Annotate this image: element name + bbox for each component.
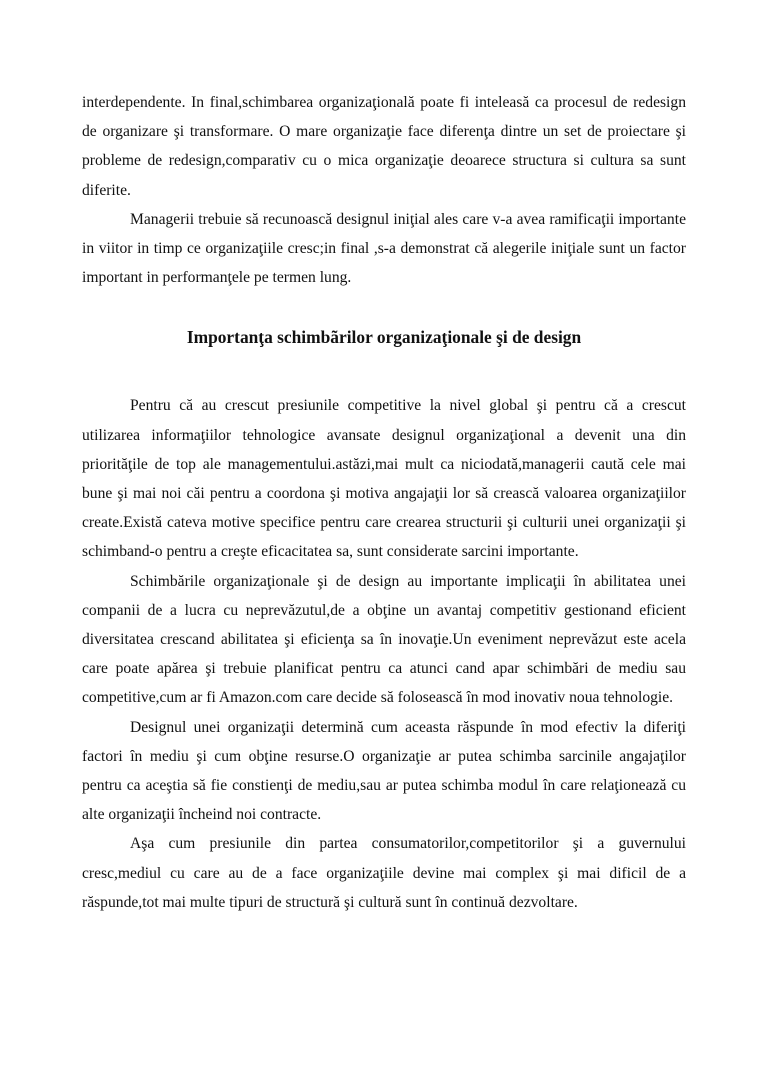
heading-spacer xyxy=(82,352,686,391)
paragraph-managerii: Managerii trebuie să recunoască designul iniţial ales care v-a avea ramificaţii importante in viitor in timp ce organizaţiile cresc;in final ,s-a demonstrat că alegerile iniţiale sunt un factor important in performanţele pe termen lung. xyxy=(82,210,686,287)
paragraph-designul-organizatiei: Designul unei organizaţii determină cum aceasta răspunde în mod efectiv la diferiţi factori în mediu şi cum obţine resurse.O organizaţie ar putea schimba sarcinile angajaţilor pentru ca aceştia să fie constienţi de mediu,sau ar putea schimba modul în care relaţionează cu alte organizaţii încheind noi contracte. xyxy=(82,718,686,824)
document-page xyxy=(82,88,686,917)
paragraph-schimbarile-organizationale: Schimbările organizaţionale şi de design au importante implicaţii în abilitatea unei companii de a lucra cu neprevăzutul,de a obţine un avantaj competitiv gestionand eficient diversitatea crescand abilitatea şi eficienţa sa în inovaţie.Un eveniment neprevăzut este acela care poate apărea şi trebuie planificat pentru ca atunci cand apar schimbări de mediu sau competitive,cum ar fi Amazon.com care decide să folosească în mod inovativ noua tehnologie. xyxy=(82,572,686,707)
paragraph-presiunile-consumatori: Aşa cum presiunile din partea consumatorilor,competitorilor şi a guvernului cresc,mediul cu care au de a face organizaţiile devine mai complex şi mai dificil de a răspunde,tot mai multe tipuri de structură şi cultură sunt în continuă dezvoltare. xyxy=(82,835,686,911)
paragraph-presiuni-competitive: Pentru că au crescut presiunile competitive la nivel global şi pentru că a crescut utilizarea informaţiilor tehnologice avansate designul organizaţional a devenit una din priorităţile de top ale managementului.astăzi,mai mult ca niciodată,managerii caută cele mai bune şi mai noi căi pentru a coordona şi motiva angajaţii lor să crească valoarea organizaţiilor create.Există cateva motive specifice pentru care crearea structurii şi culturii unei organizaţii şi schimband-o pentru a creşte eficacitatea sa, sunt considerate sarcini importante. xyxy=(82,397,686,561)
paragraph-interdependente: interdependente. In final,schimbarea organizaţională poate fi inteleasă ca procesul de redesign de organizare şi transformare. O mare organizaţie face diferenţa dintre un set de proiectare şi probleme de redesign,comparativ cu o mica organizaţie deoarece structura si cultura sa sunt diferite. xyxy=(82,94,686,199)
section-heading: Importanţa schimbãrilor organizaţionale şi de design xyxy=(186,327,582,348)
